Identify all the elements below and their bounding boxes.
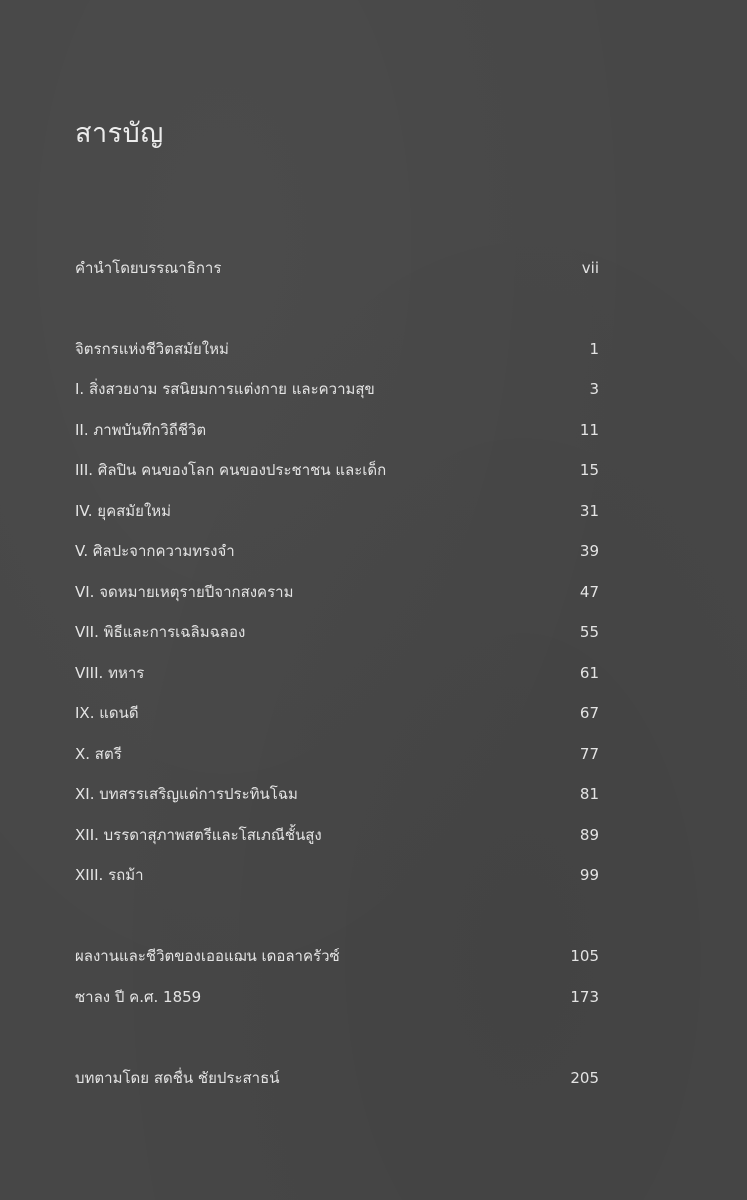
toc-entry-page: 39 (579, 542, 599, 560)
toc-entry-chapter-11 (75, 780, 599, 808)
toc-entry-label: I. สิ่งสวยงาม รสนิยมการแต่งกาย และความสุข (75, 380, 375, 398)
toc-entry-salon-1859 (75, 983, 599, 1011)
toc-entry-chapter-7 (75, 618, 599, 646)
toc-entry-page: 3 (589, 380, 599, 398)
toc-entry-label: II. ภาพบันทึกวิถีชีวิต (75, 421, 207, 439)
toc-entry-label: บทตามโดย สดชื่น ชัยประสาธน์ (75, 1069, 280, 1087)
toc-entry-label: ซาลง ปี ค.ศ. 1859 (75, 988, 202, 1006)
toc-entry-page: 15 (579, 461, 599, 479)
toc-entry-label: จิตรกรแห่งชีวิตสมัยใหม่ (75, 340, 229, 358)
toc-entry-label: XII. บรรดาสุภาพสตรีและโสเภณีชั้นสูง (75, 826, 322, 844)
toc-entry-chapter-13 (75, 861, 599, 889)
toc-entry-label: IV. ยุคสมัยใหม่ (75, 502, 172, 520)
toc-entry-page: 1 (589, 340, 599, 358)
toc-entry-foreword (75, 254, 599, 282)
toc-entry-chapter-6 (75, 578, 599, 606)
toc-entry-page: vii (581, 259, 599, 277)
toc-entry-chapter-2 (75, 416, 599, 444)
toc-entry-page: 81 (579, 785, 599, 803)
toc-entry-page: 61 (579, 664, 599, 682)
toc-entry-page: 89 (579, 826, 599, 844)
toc-entry-page: 55 (579, 623, 599, 641)
toc-entry-page: 173 (570, 988, 599, 1006)
toc-entry-page: 99 (579, 866, 599, 884)
toc-entry-label: คำนำโดยบรรณาธิการ (75, 259, 222, 277)
toc-entry-chapter-4 (75, 497, 599, 525)
toc-entry-chapter-3 (75, 456, 599, 484)
toc-entry-chapter-12 (75, 821, 599, 849)
toc-entry-page: 67 (579, 704, 599, 722)
toc-entry-label: VI. จดหมายเหตุรายปีจากสงคราม (75, 583, 294, 601)
toc-entry-page: 205 (570, 1069, 599, 1087)
toc-entry-label: III. ศิลปิน คนของโลก คนของประชาชน และเด็ก (75, 461, 387, 479)
toc-entry-chapter-8 (75, 659, 599, 687)
toc-entry-delacroix (75, 942, 599, 970)
toc-entry-chapter-9 (75, 699, 599, 727)
toc-entry-chapter-10 (75, 740, 599, 768)
toc-entry-page: 11 (579, 421, 599, 439)
toc-entry-label: X. สตรี (75, 745, 122, 763)
toc-entry-page: 105 (570, 947, 599, 965)
toc-entry-label: VIII. ทหาร (75, 664, 145, 682)
toc-entry-page: 31 (579, 502, 599, 520)
page-title: สารบัญ (75, 118, 164, 149)
toc-entry-label: VII. พิธีและการเฉลิมฉลอง (75, 623, 246, 641)
toc-entry-label: ผลงานและชีวิตของเออแฌน เดอลาครัวซ์ (75, 947, 340, 965)
toc-entry-page: 77 (579, 745, 599, 763)
toc-entry-label: XI. บทสรรเสริญแด่การประทินโฉม (75, 785, 298, 803)
toc-entry-page: 47 (579, 583, 599, 601)
toc-entry-chapter-5 (75, 537, 599, 565)
toc-entry-chapter-1 (75, 375, 599, 403)
toc-entry-label: IX. แดนดี (75, 704, 139, 722)
toc-entry-label: XIII. รถม้า (75, 866, 144, 884)
toc-entry-afterword (75, 1064, 599, 1092)
toc-entry-label: V. ศิลปะจากความทรงจำ (75, 542, 235, 560)
toc-entry-painter-of-modern-life (75, 335, 599, 363)
